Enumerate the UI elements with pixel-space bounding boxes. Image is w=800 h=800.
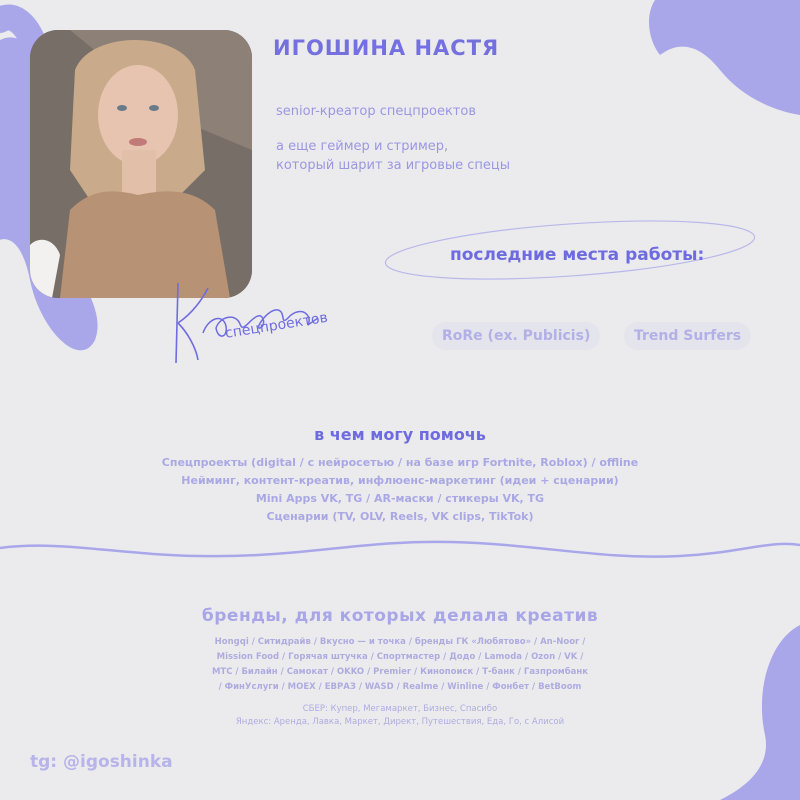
bio-line: а еще геймер и стример, xyxy=(276,139,449,154)
telegram-contact: tg: @igoshinka xyxy=(30,752,173,772)
work-section-title: последние места работы: xyxy=(450,245,705,265)
help-section-title: в чем могу помочь xyxy=(314,425,486,444)
work-place-rore: RoRe (ex. Publicis) xyxy=(432,322,600,350)
help-list xyxy=(0,454,800,526)
brands-extra-line: Яндекс: Аренда, Лавка, Маркет, Директ, Путешествия, Еда, Го, с Алисой xyxy=(235,717,565,727)
wave-divider xyxy=(0,542,800,557)
brands-extra xyxy=(0,703,800,729)
top-right-blob xyxy=(649,0,800,115)
brands-line: Hongqi / Ситидрайв / Вкусно — и точка / бренды ГК «Любятово» / An-Noor / xyxy=(214,637,586,647)
help-item: Mini Apps VK, TG / AR-маски / стикеры VK, TG xyxy=(255,492,545,505)
profile-bio xyxy=(276,137,510,175)
brands-list xyxy=(0,635,800,695)
portrait-illustration xyxy=(30,30,252,298)
brands-line: Mission Food / Горячая штучка / Спортмастер / Додо / Lamoda / Ozon / VK / xyxy=(216,652,584,662)
brands-section-title: бренды, для которых делала креатив xyxy=(201,606,599,626)
portrait-photo xyxy=(30,30,252,298)
bio-line: который шарит за игровые спецы xyxy=(276,158,511,173)
profile-role: senior-креатор спецпроектов xyxy=(276,104,476,119)
brands-line: / ФинУслуги / MOEX / ЕВРАЗ / WASD / Realme / Winline / Фонбет / BetBoom xyxy=(218,682,582,692)
signature-subtitle: спецпроектов xyxy=(224,309,329,342)
work-place-trend-surfers: Trend Surfers xyxy=(624,322,751,350)
profile-name: ИГОШИНА НАСТЯ xyxy=(273,36,500,60)
brands-line: МТС / Билайн / Самокат / OKKO / Premier / Кинопоиск / Т-банк / Газпромбанк xyxy=(211,667,589,677)
help-item: Нейминг, контент-креатив, инфлюенс-маркетинг (идеи + сценарии) xyxy=(181,474,619,487)
help-item: Сценарии (TV, OLV, Reels, VK clips, TikTok) xyxy=(266,510,534,523)
help-item: Спецпроекты (digital / с нейросетью / на базе игр Fortnite, Roblox) / offline xyxy=(161,456,639,469)
brands-extra-line: СБЕР: Купер, Мегамаркет, Бизнес, Спасибо xyxy=(302,704,498,714)
